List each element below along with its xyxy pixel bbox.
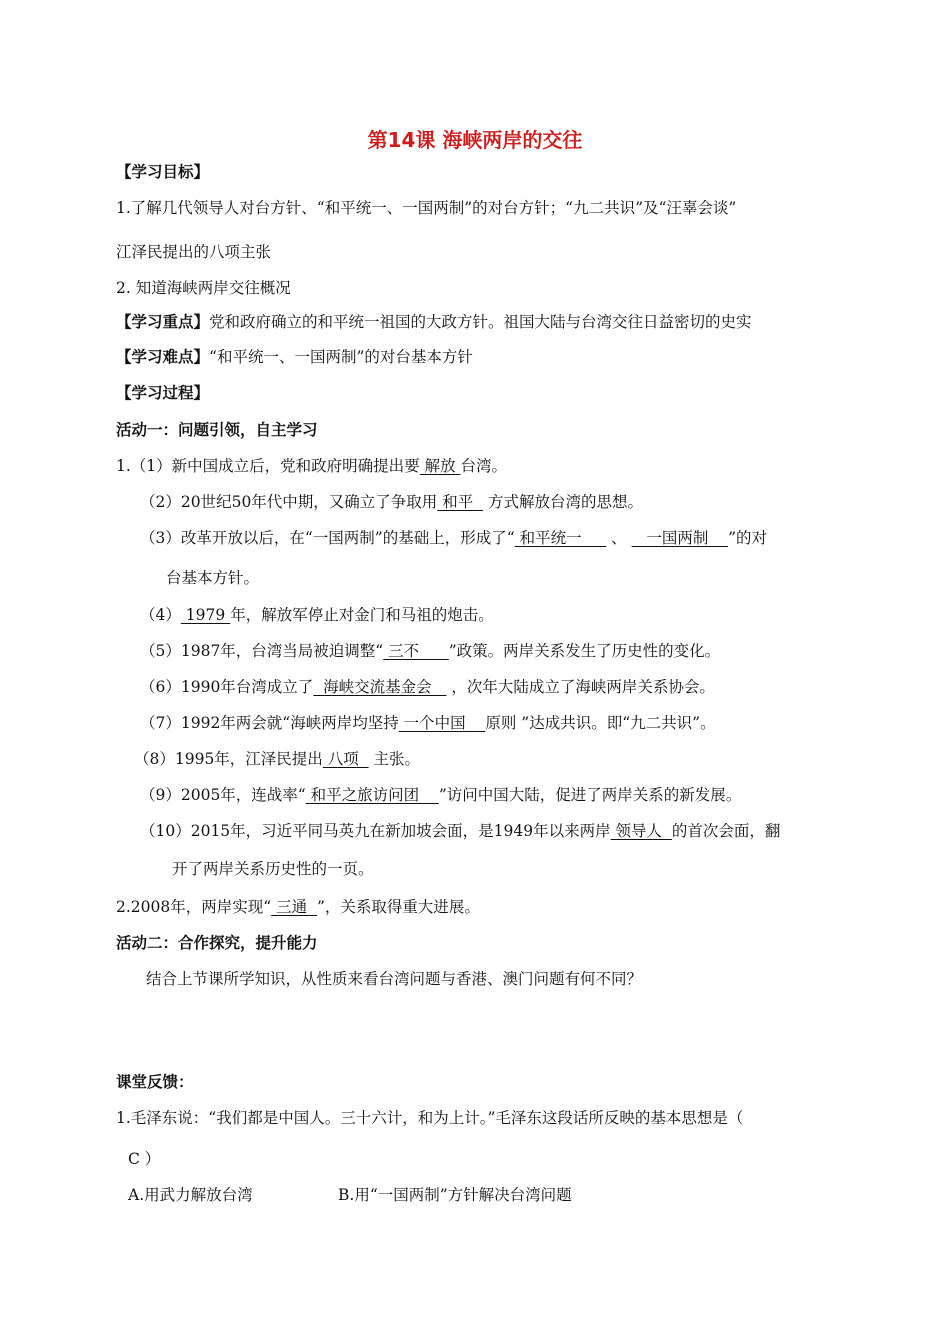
question-text: （4） — [140, 606, 181, 624]
question-1-1 — [116, 455, 507, 477]
objective-2: 2. 知道海峡两岸交往概况 — [116, 279, 291, 297]
answer-blank: 领导人 — [610, 822, 672, 840]
answer-blank: 三通 — [271, 898, 317, 916]
question-text: （8）1995年，江泽民提出 — [134, 750, 323, 768]
answer-blank: 八项 — [322, 750, 369, 768]
feedback-question-1-line-1: 1.毛泽东说：“我们都是中国人。三十六计，和为上计。”毛泽东这段话所反映的基本思想是（ — [116, 1109, 744, 1127]
question-1-2 — [140, 491, 643, 513]
key-points-label: 【学习重点】 — [116, 313, 210, 331]
question-text: （3）改革开放以后，在“一国两制”的基础上，形成了“ — [140, 529, 515, 547]
question-text: ”的对 — [728, 529, 767, 547]
question-text: 台湾。 — [460, 457, 508, 475]
question-1-10 — [140, 820, 780, 842]
objective-1-line-2: 江泽民提出的八项主张 — [116, 243, 272, 261]
answer-blank: 一国两制 — [631, 529, 729, 547]
question-1-5 — [140, 640, 720, 662]
question-1-7 — [140, 712, 716, 734]
question-text: 的首次会面，翻 — [671, 822, 781, 840]
question-1-10-line-2: 开了两岸关系历史性的一页。 — [172, 860, 374, 878]
objectives-heading: 【学习目标】 — [116, 163, 210, 181]
objective-1-line-1: 1.了解几代领导人对台方针、“和平统一、一国两制”的对台方针；“九二共识”及“汪辜会谈” — [116, 199, 737, 217]
process-heading: 【学习过程】 — [116, 384, 210, 402]
question-1-3-line-2: 台基本方针。 — [166, 569, 260, 587]
answer-blank: 和平之旅访问团 — [305, 786, 439, 804]
answer-blank: 海峡交流基金会 — [313, 678, 447, 696]
key-points — [116, 311, 752, 333]
question-text: 2.2008年，两岸实现“ — [116, 898, 272, 916]
question-text: ”，关系取得重大进展。 — [316, 898, 480, 916]
question-text: ”政策。两岸关系发生了历史性的变化。 — [448, 642, 721, 660]
feedback-question-1-line-2: C ） — [128, 1150, 161, 1168]
difficulties-label: 【学习难点】 — [116, 348, 210, 366]
question-1-8 — [134, 748, 420, 770]
question-1-4 — [140, 604, 494, 626]
question-1-9 — [140, 784, 741, 806]
answer-blank: 1979 — [180, 606, 231, 624]
activity2-heading: 活动二：合作探究，提升能力 — [116, 934, 318, 952]
question-1-3 — [140, 527, 767, 549]
option-a: A.用武力解放台湾 — [128, 1186, 253, 1204]
question-text: （10）2015年，习近平同马英九在新加坡会面，是1949年以来两岸 — [140, 822, 611, 840]
question-text: 方式解放台湾的思想。 — [483, 493, 644, 511]
feedback-heading: 课堂反馈： — [116, 1073, 194, 1091]
question-text: 1.（1）新中国成立后，党和政府明确提出要 — [116, 457, 420, 475]
answer-blank: 和平统一 — [514, 529, 607, 547]
question-text: 年，解放军停止对金门和马祖的炮击。 — [230, 606, 494, 624]
question-text: （2）20世纪50年代中期，又确立了争取用 — [140, 493, 438, 511]
question-2 — [116, 896, 480, 918]
question-text: 、 — [606, 529, 632, 547]
question-text: （9）2005年，连战率“ — [140, 786, 306, 804]
question-text: （7）1992年两会就“海峡两岸均坚持 — [140, 714, 399, 732]
question-1-6 — [140, 676, 715, 698]
question-text: ”访问中国大陆，促进了两岸关系的新发展。 — [438, 786, 742, 804]
activity1-heading: 活动一：问题引领，自主学习 — [116, 421, 318, 439]
question-text: ，次年大陆成立了海峡两岸关系协会。 — [446, 678, 715, 696]
difficulties — [116, 346, 473, 368]
option-b: B.用“一国两制”方针解决台湾问题 — [338, 1186, 572, 1204]
question-text: 主张。 — [368, 750, 421, 768]
key-points-text: 党和政府确立的和平统一祖国的大政方针。祖国大陆与台湾交往日益密切的史实 — [209, 313, 752, 331]
page-title: 第14课 海峡两岸的交往 — [367, 128, 583, 152]
difficulties-text: “和平统一、一国两制”的对台基本方针 — [209, 348, 473, 366]
answer-blank: 一个中国 — [398, 714, 486, 732]
activity2-question: 结合上节课所学知识，从性质来看台湾问题与香港、澳门问题有何不同？ — [146, 970, 643, 988]
question-text: 原则 ”达成共识。即“九二共识”。 — [485, 714, 716, 732]
answer-blank: 解放 — [419, 457, 461, 475]
answer-blank: 三不 — [383, 642, 449, 660]
question-text: （5）1987年，台湾当局被迫调整“ — [140, 642, 384, 660]
answer-blank: 和平 — [437, 493, 484, 511]
question-text: （6）1990年台湾成立了 — [140, 678, 314, 696]
